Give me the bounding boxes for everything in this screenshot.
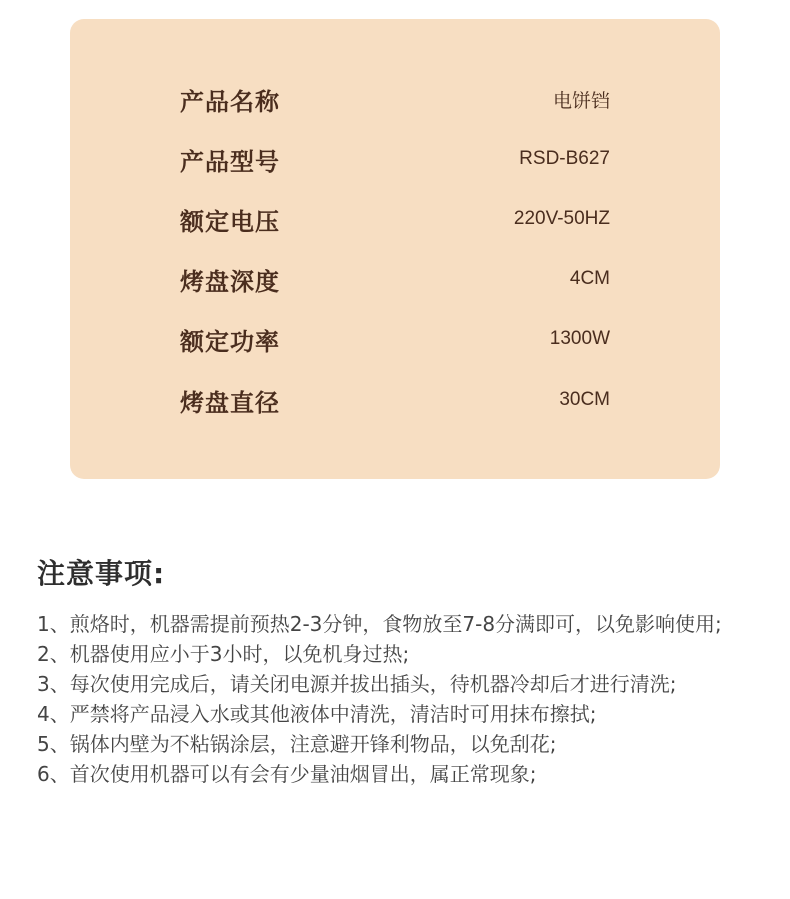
note-item: 4、严禁将产品浸入水或其他液体中清洗，清洁时可用抹布擦拭; [37, 702, 597, 726]
notes-title: 注意事项: [37, 557, 166, 590]
spec-label: 烤盘深度 [180, 267, 280, 296]
note-item: 3、每次使用完成后，请关闭电源并拔出插头，待机器冷却后才进行清洗; [37, 672, 677, 696]
spec-card [70, 19, 720, 479]
note-item: 2、机器使用应小于3小时，以免机身过热; [37, 642, 410, 666]
spec-label: 产品型号 [180, 147, 280, 176]
note-item: 5、锅体内壁为不粘锅涂层，注意避开锋利物品，以免刮花; [37, 732, 557, 756]
spec-row-pan-diameter [180, 380, 610, 420]
spec-value: 4CM [569, 268, 610, 289]
spec-label: 烤盘直径 [180, 388, 280, 417]
spec-row-product-name [180, 79, 610, 119]
spec-value: 1300W [549, 328, 610, 349]
spec-value: 电饼铛 [552, 90, 610, 112]
spec-label: 额定功率 [180, 327, 280, 356]
spec-label: 产品名称 [180, 87, 280, 116]
spec-row-model [180, 139, 610, 179]
spec-label: 额定电压 [180, 207, 280, 236]
spec-row-pan-depth [180, 259, 610, 299]
note-item: 1、煎烙时，机器需提前预热2-3分钟，食物放至7-8分满即可，以免影响使用; [37, 612, 722, 636]
spec-row-rated-power [180, 319, 610, 359]
spec-value: 30CM [559, 389, 610, 410]
spec-value: 220V-50HZ [513, 208, 610, 229]
note-item: 6、首次使用机器可以有会有少量油烟冒出，属正常现象; [37, 762, 537, 786]
spec-row-rated-voltage [180, 199, 610, 239]
notes-list [37, 609, 722, 789]
spec-value: RSD-B627 [519, 148, 610, 169]
